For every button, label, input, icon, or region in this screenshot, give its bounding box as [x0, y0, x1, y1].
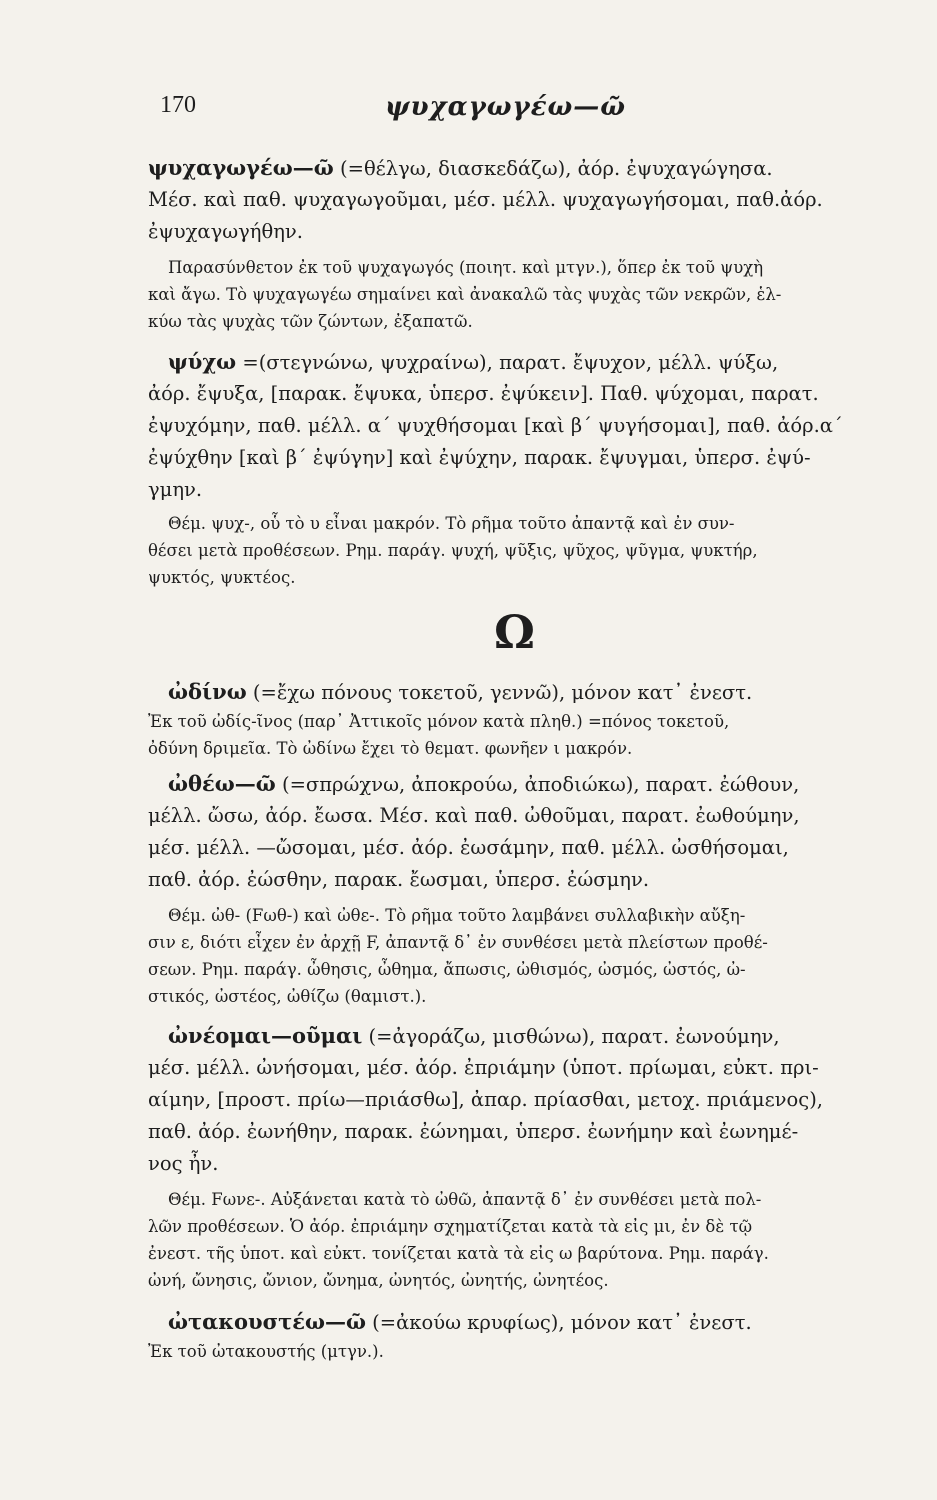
- etymology-note: Ἐκ τοῦ ὠτακουστής (μτγν.).: [148, 1342, 384, 1361]
- headword: ὠτακουστέω—ῶ: [168, 1309, 366, 1334]
- entry-text: (=ἀγοράζω, μισθώνω), παρατ. ἐωνούμην,: [362, 1025, 780, 1048]
- page-number: 170: [160, 92, 196, 118]
- etymology-note: ψυκτός, ψυκτέος.: [148, 568, 296, 587]
- etymology-note: Παρασύνθετον ἐκ τοῦ ψυχαγωγός (ποιητ. καὶ μτγν.), ὅπερ ἐκ τοῦ ψυχὴ: [168, 258, 764, 277]
- entry-line: ἐψυχόμην, παθ. μέλλ. α΄ ψυχθήσομαι [καὶ β΄ ψυγήσομαι], παθ. ἀόρ.α΄: [148, 414, 843, 437]
- etymology-note: Θέμ. ὠθ- (Fωθ-) καὶ ὠθε-. Τὸ ρῆμα τοῦτο λαμβάνει συλλαβικὴν αὔξη-: [168, 906, 746, 925]
- entry-text: (=θέλγω, διασκεδάζω), ἀόρ. ἐψυχαγώγησα.: [333, 157, 773, 180]
- etymology-note: στικός, ὠστέος, ὠθίζω (θαμιστ.).: [148, 987, 427, 1006]
- headword: ὠνέομαι—οῦμαι: [168, 1023, 363, 1048]
- entry-otheo: [148, 768, 888, 1010]
- entry-line: παθ. ἀόρ. ἐώσθην, παρακ. ἔωσμαι, ὑπερσ. ἐώσμην.: [148, 868, 650, 891]
- section-letter-omega: Ω: [494, 605, 535, 659]
- etymology-note: Θέμ. ψυχ-, οὗ τὸ υ εἶναι μακρόν. Τὸ ρῆμα τοῦτο ἀπαντᾷ καὶ ἐν συν-: [168, 514, 735, 533]
- entry-line: [148, 1306, 888, 1338]
- entry-line: ἐψυχαγωγήθην.: [148, 220, 303, 243]
- headword: ὠθέω—ῶ: [168, 771, 276, 796]
- entry-text: (=ἔχω πόνους τοκετοῦ, γεννῶ), μόνον κατ᾽ ἐνεστ.: [246, 681, 753, 704]
- entry-otakousteo: [148, 1306, 888, 1365]
- entry-psychagogeo: [148, 152, 888, 335]
- entry-line: Μέσ. καὶ παθ. ψυχαγωγοῦμαι, μέσ. μέλλ. ψυχαγωγήσομαι, παθ.ἀόρ.: [148, 188, 823, 211]
- etymology-note: ὀδύνη δριμεῖα. Τὸ ὠδίνω ἔχει τὸ θεματ. φωνῆεν ι μακρόν.: [148, 739, 633, 758]
- entry-psycho: [148, 346, 888, 591]
- entry-line: [148, 152, 888, 184]
- etymology-note: σεων. Ρημ. παράγ. ὦθησις, ὦθημα, ἄπωσις, ὠθισμός, ὠσμός, ὠστός, ὠ-: [148, 960, 746, 979]
- etymology-note: Θέμ. Fωνε-. Αὐξάνεται κατὰ τὸ ὠθῶ, ἀπαντᾷ δ᾽ ἐν συνθέσει μετὰ πολ-: [168, 1190, 762, 1209]
- show-through-artifact: [560, 58, 860, 78]
- page-header: [160, 92, 880, 126]
- entry-line: μέλλ. ὤσω, ἀόρ. ἔωσα. Μέσ. καὶ παθ. ὠθοῦμαι, παρατ. ἐωθούμην,: [148, 804, 800, 827]
- etymology-note: λῶν προθέσεων. Ὁ ἀόρ. ἐπριάμην σχηματίζεται κατὰ τὰ εἰς μι, ἐν δὲ τῷ: [148, 1217, 753, 1236]
- entry-text: =(στεγνώνω, ψυχραίνω), παρατ. ἔψυχον, μέλλ. ψύξω,: [236, 351, 779, 374]
- headword: ψυχαγωγέω—ῶ: [148, 155, 334, 180]
- entry-line: μέσ. μέλλ. —ὤσομαι, μέσ. ἀόρ. ἐωσάμην, παθ. μέλλ. ὠσθήσομαι,: [148, 836, 789, 859]
- running-head: ψυχαγωγέω—ῶ: [385, 92, 627, 122]
- entry-line: [148, 768, 888, 800]
- headword: ὠδίνω: [168, 679, 247, 704]
- entry-line: παθ. ἀόρ. ἐωνήθην, παρακ. ἐώνημαι, ὑπερσ. ἐωνήμην καὶ ἐωνημέ-: [148, 1120, 799, 1143]
- entry-odino: [148, 676, 888, 762]
- entry-line: [148, 1020, 888, 1052]
- entry-line: αίμην, [προστ. πρίω—πριάσθω], ἀπαρ. πρίασθαι, μετοχ. πριάμενος),: [148, 1088, 823, 1111]
- entry-text: (=ἀκούω κρυφίως), μόνον κατ᾽ ἐνεστ.: [365, 1311, 752, 1334]
- etymology-note: καὶ ἄγω. Τὸ ψυχαγωγέω σημαίνει καὶ ἀνακαλῶ τὰς ψυχὰς τῶν νεκρῶν, ἑλ-: [148, 285, 782, 304]
- etymology-note: κύω τὰς ψυχὰς τῶν ζώντων, ἐξαπατῶ.: [148, 312, 473, 331]
- entry-line: μέσ. μέλλ. ὠνήσομαι, μέσ. ἀόρ. ἐπριάμην (ὑποτ. πρίωμαι, εὐκτ. πρι-: [148, 1056, 819, 1079]
- entry-line: ἐψύχθην [καὶ β΄ ἐψύγην] καὶ ἐψύχην, παρακ. ἔψυγμαι, ὑπερσ. ἐψύ-: [148, 446, 811, 469]
- entry-line: γμην.: [148, 478, 203, 501]
- etymology-note: ἐνεστ. τῆς ὑποτ. καὶ εὐκτ. τονίζεται κατὰ τὰ εἰς ω βαρύτονα. Ρημ. παράγ.: [148, 1244, 769, 1263]
- entry-line: ἀόρ. ἔψυξα, [παρακ. ἔψυκα, ὑπερσ. ἐψύκειν]. Παθ. ψύχομαι, παρατ.: [148, 382, 819, 405]
- etymology-note: σιν ε, διότι εἶχεν ἐν ἀρχῇ F, ἀπαντᾷ δ᾽ ἐν συνθέσει μετὰ πλείστων προθέ-: [148, 933, 768, 952]
- entry-text: (=σπρώχνω, ἀποκρούω, ἀποδιώκω), παρατ. ἐώθουν,: [275, 773, 800, 796]
- entry-oneomai: [148, 1020, 888, 1294]
- headword: ψύχω: [168, 349, 237, 374]
- etymology-note: θέσει μετὰ προθέσεων. Ρημ. παράγ. ψυχή, ψῦξις, ψῦχος, ψῦγμα, ψυκτήρ,: [148, 541, 758, 560]
- etymology-note: ὠνή, ὤνησις, ὤνιον, ὤνημα, ὠνητός, ὠνητής, ὠνητέος.: [148, 1271, 609, 1290]
- etymology-note: Ἐκ τοῦ ὠδίς-ῖνος (παρ᾽ Ἀττικοῖς μόνον κατὰ πληθ.) =πόνος τοκετοῦ,: [148, 712, 730, 731]
- entry-line: νος ἦν.: [148, 1152, 219, 1175]
- entry-line: [148, 676, 888, 708]
- entry-line: [148, 346, 888, 378]
